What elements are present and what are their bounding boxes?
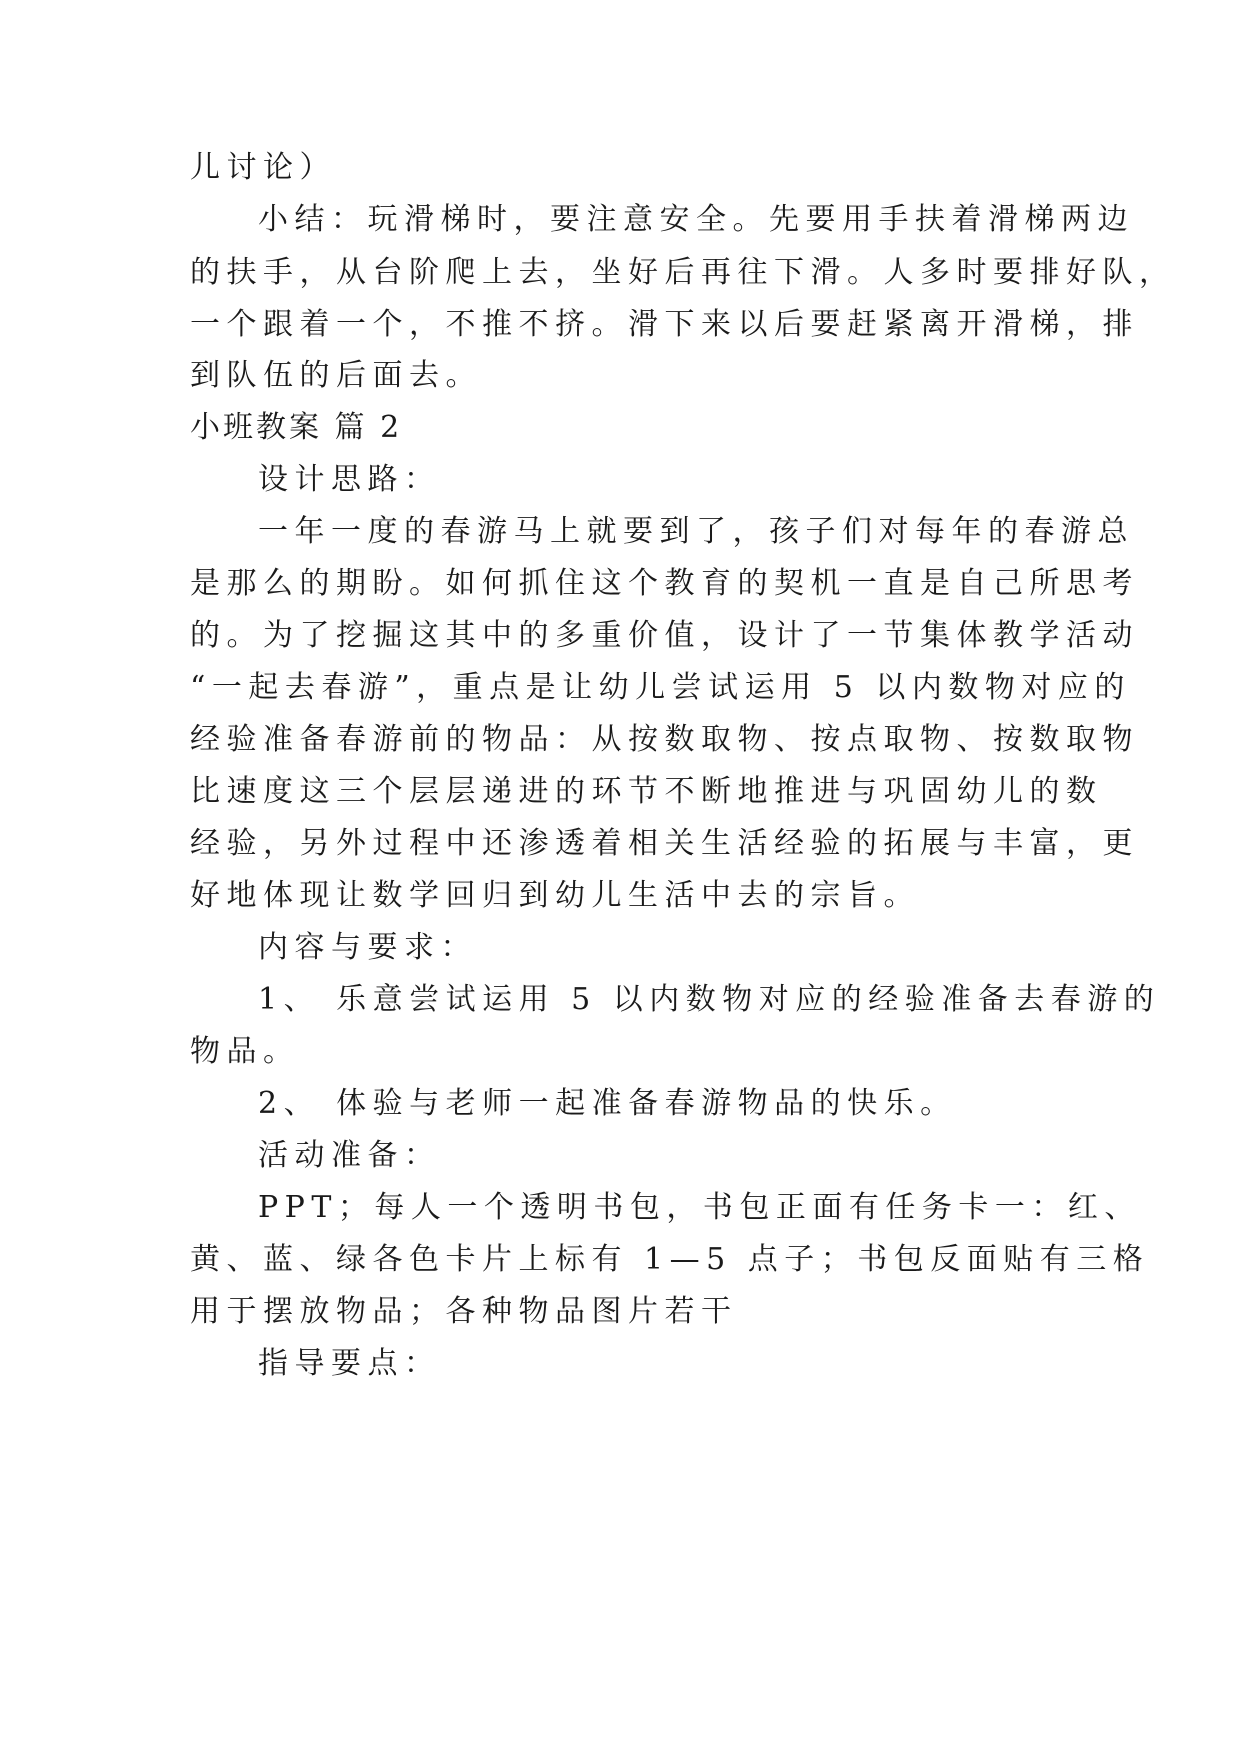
subheading-design-idea: 设计思路： [258, 462, 441, 497]
paragraph-line: 物品。 [190, 1034, 300, 1069]
subheading-activity-prep: 活动准备： [258, 1138, 441, 1173]
subheading-content-requirements: 内容与要求： [258, 930, 477, 965]
paragraph-line: 一个跟着一个，不推不挤。滑下来以后要赶紧离开滑梯，排 [190, 307, 1139, 342]
paragraph-line: 的。为了挖掘这其中的多重价值，设计了一节集体教学活动 [190, 618, 1139, 653]
paragraph-line: PPT；每人一个透明书包，书包正面有任务卡一：红、 [258, 1190, 1141, 1225]
list-item: 1、 乐意尝试运用 5 以内数物对应的经验准备去春游的 [258, 982, 1161, 1017]
list-item: 2、 体验与老师一起准备春游物品的快乐。 [258, 1086, 957, 1121]
paragraph-line: 经验，另外过程中还渗透着相关生活经验的拓展与丰富，更 [190, 826, 1139, 861]
paragraph-line: 儿讨论） [190, 150, 336, 185]
paragraph-line: 用于摆放物品；各种物品图片若干 [190, 1294, 738, 1329]
paragraph-line: 比速度这三个层层递进的环节不断地推进与巩固幼儿的数 [190, 774, 1103, 809]
section-heading: 小班教案 篇 2 [190, 410, 403, 445]
subheading-guidance-points: 指导要点： [258, 1346, 441, 1381]
paragraph-line: 到队伍的后面去。 [190, 358, 482, 393]
paragraph-line: “一起去春游”，重点是让幼儿尝试运用 5 以内数物对应的 [190, 670, 1131, 705]
paragraph-line: 一年一度的春游马上就要到了，孩子们对每年的春游总 [258, 514, 1134, 549]
summary-paragraph-line: 小结：玩滑梯时，要注意安全。先要用手扶着滑梯两边 [258, 202, 1134, 237]
paragraph-line: 经验准备春游前的物品：从按数取物、按点取物、按数取物 [190, 722, 1139, 757]
paragraph-line: 是那么的期盼。如何抓住这个教育的契机一直是自己所思考 [190, 566, 1139, 601]
paragraph-line: 好地体现让数学回归到幼儿生活中去的宗旨。 [190, 878, 920, 913]
paragraph-line: 的扶手，从台阶爬上去，坐好后再往下滑。人多时要排好队， [190, 255, 1176, 290]
paragraph-line: 黄、蓝、绿各色卡片上标有 1—5 点子；书包反面贴有三格 [190, 1242, 1150, 1277]
